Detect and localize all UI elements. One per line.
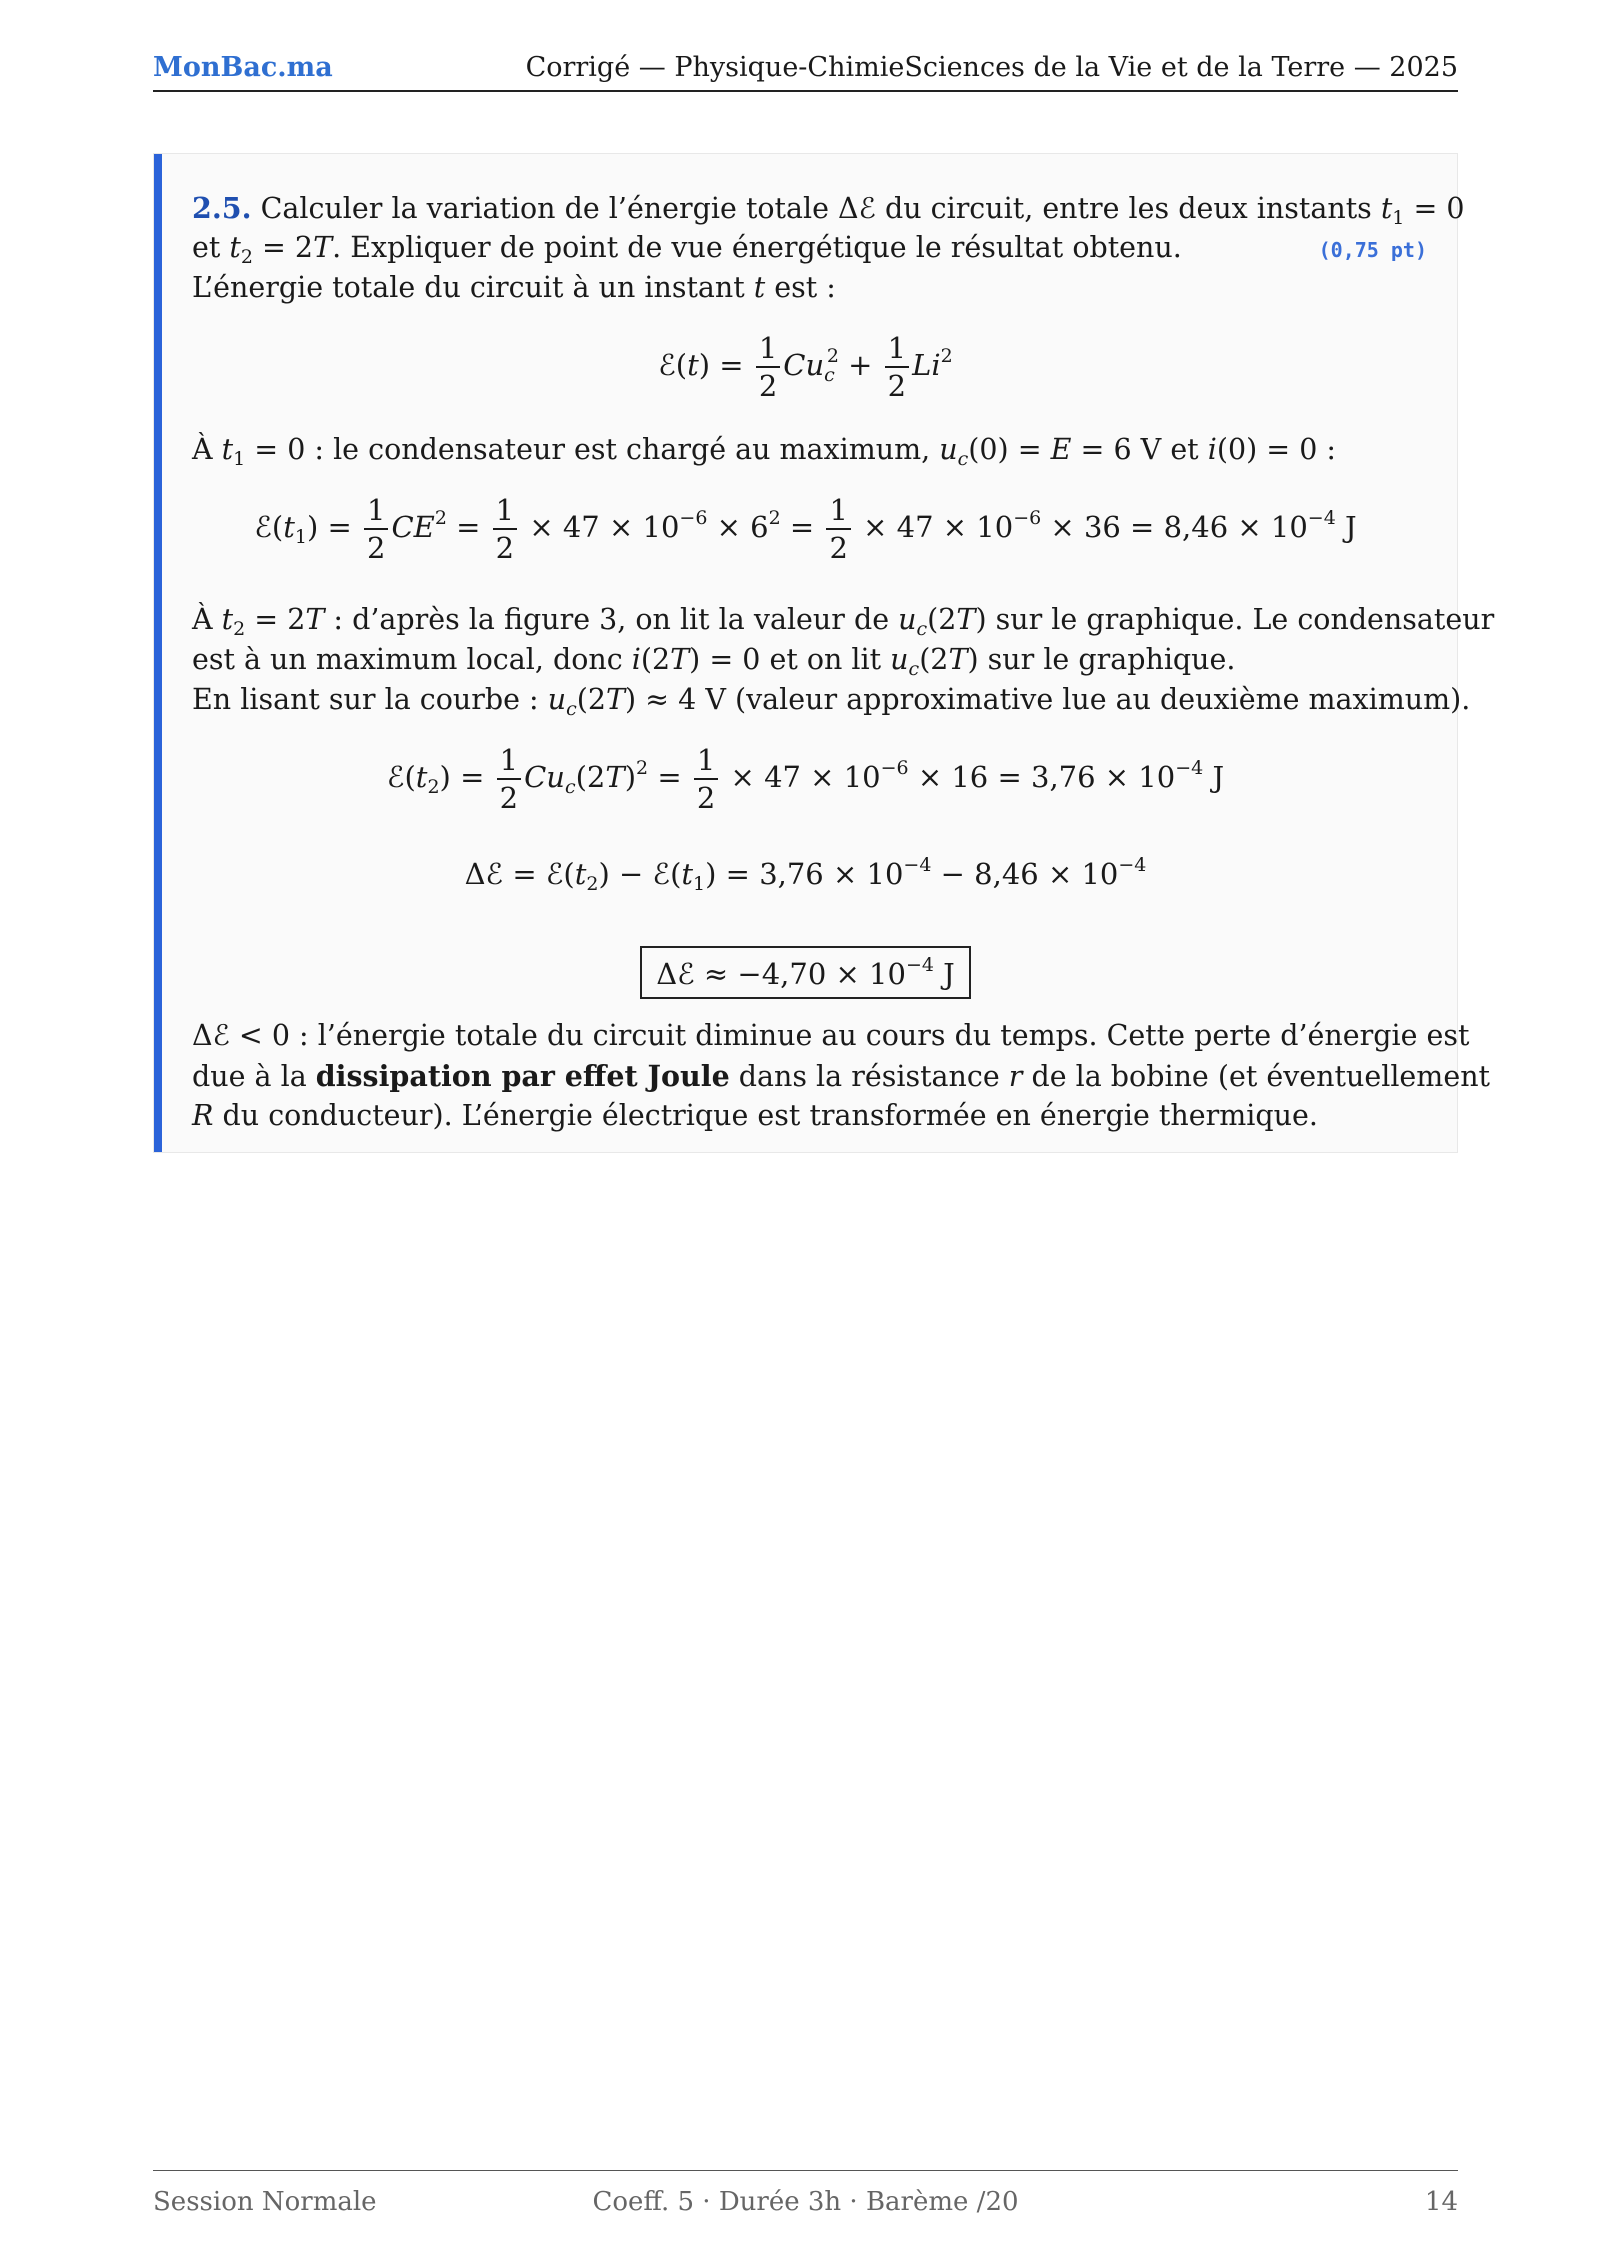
answer-t2-text-3: En lisant sur la courbe : [192,683,539,716]
conclusion-text-1: : l’énergie totale du circuit diminue au cours du temps. Cette perte d’énergie est [299,1019,1470,1052]
answer-t1-values: = 6 V et [1080,433,1199,466]
answer-t2-line-1: À $t_2 = 2T$ : d’après la figure 3, on lit la valeur de $u_c(2T)$ sur le graphique. Le condensateur [192,603,1495,640]
answer-t2-text-2: est à un maximum local, donc [192,643,623,676]
answer-t2-text-3b: 4 V (valeur approximative lue au deuxième maximum). [678,683,1471,716]
equation-energy-total: ℰ(t) = $\frac{1}{2}$ $Cu_c^2$ + $\frac{1}{2}$ Li$^2$ [658,331,953,403]
question-box [153,153,1495,1153]
equation-energy-t2: $ℰ(t_2)$ = $\frac{1}{2}$ $Cu_c(2T)^2$ = $\frac{1}{2}$ × $47 \times 10^{-6} \times 16 = 3,76 \times 10^{-4}$ J [386,743,1225,815]
page-header [153,48,1458,92]
page-footer [153,2170,1458,2223]
conclusion-line-3: R du conducteur). L’énergie électrique est transformée en énergie thermique. [192,1099,1318,1132]
conclusion-line-2: due à la dissipation par effet Joule dans la résistance r de la bobine (et éventuellement [192,1059,1491,1093]
question-line-2: et $t_2 = 2T$. Expliquer de point de vue énergétique le résultat obtenu. [192,231,1182,268]
footer-session: Session Normale [153,2187,377,2217]
answer-t2-text-1b: sur le graphique. Le condensateur [995,603,1495,636]
equation-delta-energy: Δℰ = $ℰ(t_2)$ − $ℰ(t_1) = 3,76 \times 10^{-4} - 8,46 \times 10^{-4}$ [464,854,1147,895]
conclusion-text-2a: due à la [192,1060,307,1093]
boxed-result: Δℰ ≈ $-4,70 \times 10^{-4}$ J [154,946,1457,999]
equation-energy-t1: $ℰ(t_1)$ = $\frac{1}{2}$ $CE^2$ = $\frac{1}{2}$ × $47 \times 10^{-6} \times 6^2$ = $\frac{1}{2}$ × $47 \times 10^{-6} \times 36 = 8,46 \times 10^{-4}$ J [254,493,1357,565]
question-text-c: . Expliquer de point de vue énergétique le résultat obtenu. [332,231,1182,264]
answer-t1-text: : le condensateur est chargé au maximum, [314,433,931,466]
conclusion-text-2b: dans la résistance [738,1060,1000,1093]
points-badge: (0,75 pt) [1318,238,1427,262]
conclusion-text-2c: de la bobine (et éventuellement [1031,1060,1491,1093]
conclusion-bold: dissipation par effet Joule [315,1059,730,1093]
answer-t2-line-3: En lisant sur la courbe : $u_c(2T) \approx 4$ V (valeur approximative lue au deuxième maximum). [192,683,1471,720]
answer-intro-tail: est : [774,271,836,304]
footer-info: Coeff. 5 · Durée 3h · Barème /20 [592,2187,1019,2217]
answer-t2-text-1: : d’après la figure 3, on lit la valeur de [333,603,890,636]
question-number: 2.5. [192,191,252,225]
page-number: 14 [1424,2187,1458,2217]
brand-logo-text: MonBac.ma [153,52,333,83]
header-title: Corrigé — Physique-ChimieSciences de la Vie et de la Terre — 2025 [525,52,1458,83]
accent-bar [154,154,162,1152]
question-line-1: 2.5. Calculer la variation de l’énergie totale Δℰ du circuit, entre les deux instants $t_1 = 0$ [192,191,1465,229]
answer-t2-line-2: est à un maximum local, donc i(2T) = 0 et on lit $u_c(2T)$ sur le graphique. [192,643,1236,680]
answer-intro: L’énergie totale du circuit à un instant t est : [192,271,836,304]
conclusion-text-3: du conducteur). L’énergie électrique est transformée en énergie thermique. [222,1099,1318,1132]
question-text-b: du circuit, entre les deux instants [884,192,1372,225]
answer-t2-text-2b: et on lit [769,643,882,676]
answer-t1-line: À $t_1 = 0$ : le condensateur est chargé au maximum, $u_c(0) = E = 6$ V et i(0) = 0 : [192,433,1336,470]
answer-t2-text-2c: sur le graphique. [987,643,1236,676]
conclusion-line-1: Δℰ < 0 : l’énergie totale du circuit diminue au cours du temps. Cette perte d’énergie est [192,1019,1470,1052]
question-text-a: Calculer la variation de l’énergie totale [260,192,829,225]
answer-intro-text: L’énergie totale du circuit à un instant [192,271,745,304]
